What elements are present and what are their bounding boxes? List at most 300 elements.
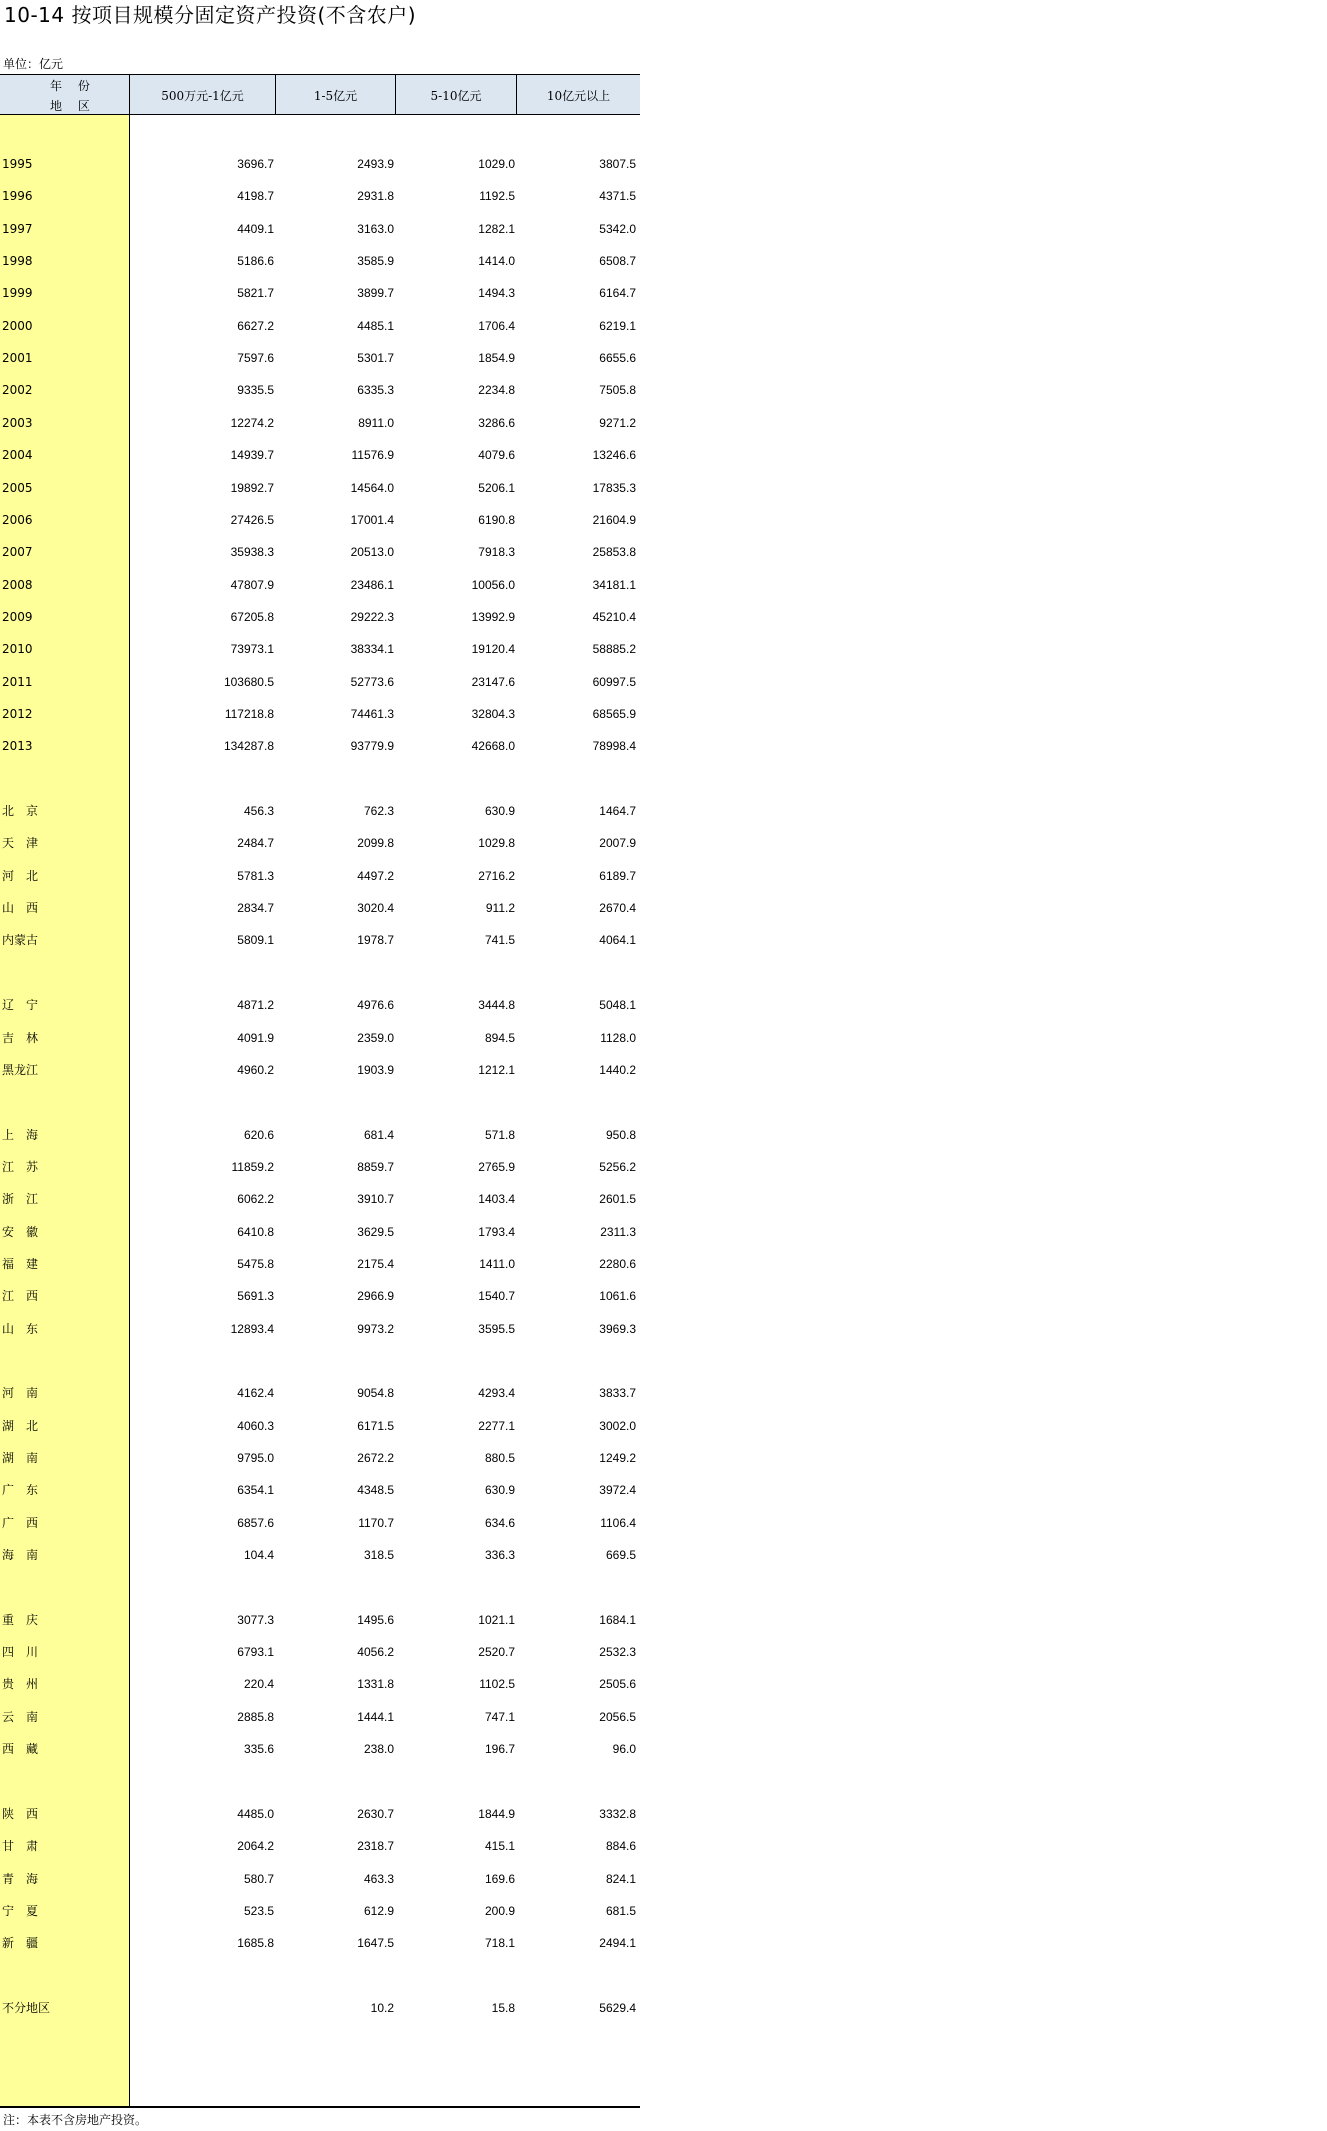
cell-value: 5256.2 (599, 1159, 636, 1174)
table-row (0, 1676, 640, 1692)
cell-value: 1414.0 (478, 254, 515, 268)
cell-value: 200.9 (484, 1903, 515, 1918)
cell-value: 1192.5 (479, 189, 515, 204)
cell-value: 1282.1 (478, 221, 515, 236)
row-label-region: 福 建 (2, 1256, 39, 1271)
row-label-2008: 2008 (2, 577, 33, 592)
cell-value: 4976.6 (357, 998, 394, 1013)
row-label-2006: 2006 (2, 512, 33, 527)
table-row (0, 1871, 640, 1887)
cell-value: 336.3 (484, 1548, 515, 1562)
cell-value: 630.9 (484, 804, 515, 818)
cell-value: 2280.6 (599, 1256, 636, 1271)
cell-value: 52773.6 (350, 674, 394, 689)
cell-value: 5691.3 (237, 1289, 274, 1304)
row-label-2002: 2002 (2, 383, 33, 398)
cell-value: 1540.7 (478, 1289, 515, 1304)
cell-value: 78998.4 (592, 739, 636, 754)
table-row (0, 1288, 640, 1304)
cell-value: 950.8 (605, 1127, 636, 1142)
cell-value: 2056.5 (599, 1709, 636, 1724)
cell-value: 4409.1 (237, 221, 274, 236)
table-row (0, 1547, 640, 1563)
cell-value: 911.2 (485, 901, 515, 916)
cell-value: 741.5 (484, 933, 515, 948)
cell-value: 2175.4 (357, 1256, 394, 1271)
cell-value: 6190.8 (478, 512, 515, 527)
column-header-5-10y: 5-10亿元 (395, 75, 516, 115)
table-row (0, 1224, 640, 1240)
cell-value: 4079.6 (478, 448, 515, 463)
cell-value: 824.1 (605, 1871, 636, 1886)
row-label-region: 青 海 (2, 1871, 39, 1886)
row-label-region: 河 北 (2, 868, 39, 883)
row-label-region: 山 东 (2, 1321, 39, 1336)
table-row (0, 1482, 640, 1498)
cell-value: 17001.4 (350, 512, 394, 527)
cell-value: 4485.0 (237, 1806, 274, 1821)
cell-value: 6655.6 (599, 351, 636, 366)
table-row (0, 1030, 640, 1046)
row-label-2003: 2003 (2, 415, 33, 430)
cell-value: 10.2 (370, 2000, 394, 2015)
cell-value: 5206.1 (478, 480, 515, 495)
cell-value: 8859.7 (357, 1159, 394, 1174)
row-label-region: 湖 南 (2, 1451, 39, 1465)
cell-value: 884.6 (605, 1839, 636, 1854)
row-label-2012: 2012 (2, 707, 33, 721)
table-row (0, 382, 640, 398)
cell-value: 571.8 (484, 1127, 515, 1142)
cell-value: 880.5 (484, 1451, 515, 1465)
cell-value: 14564.0 (350, 480, 394, 495)
cell-value: 12274.2 (230, 415, 274, 430)
row-label-1998: 1998 (2, 254, 33, 268)
cell-value: 5475.8 (237, 1256, 274, 1271)
cell-value: 6627.2 (237, 318, 274, 333)
cell-value: 1464.7 (599, 804, 636, 818)
cell-value: 2716.2 (478, 868, 515, 883)
cell-value: 6189.7 (599, 868, 636, 883)
table-row (0, 512, 640, 528)
row-label-region: 吉 林 (2, 1030, 39, 1045)
table-row (0, 1385, 640, 1401)
table-row (0, 415, 640, 431)
table-row (0, 1935, 640, 1951)
row-label-2001: 2001 (2, 351, 33, 366)
cell-value: 4064.1 (599, 933, 636, 948)
cell-value: 5342.0 (599, 221, 636, 236)
cell-value: 681.4 (363, 1127, 394, 1142)
table-row (0, 868, 640, 884)
cell-value: 2834.7 (237, 901, 274, 916)
cell-value: 3444.8 (478, 998, 515, 1013)
row-label-2004: 2004 (2, 448, 33, 463)
cell-value: 1128.0 (600, 1030, 636, 1045)
cell-value: 634.6 (484, 1515, 515, 1530)
row-label-region: 甘 肃 (2, 1839, 39, 1854)
row-label-region: 山 西 (2, 901, 39, 916)
table-row (0, 674, 640, 690)
table-row (0, 997, 640, 1013)
header-year-label: 年 份 (50, 79, 96, 93)
row-label-2007: 2007 (2, 545, 33, 560)
cell-value: 34181.1 (592, 577, 636, 592)
cell-value: 456.3 (243, 804, 274, 818)
table-row (0, 1418, 640, 1434)
data-table (0, 74, 640, 2107)
cell-value: 2505.6 (599, 1677, 636, 1692)
cell-value: 21604.9 (592, 512, 636, 527)
cell-value: 42668.0 (471, 739, 515, 754)
row-label-region: 江 西 (2, 1289, 39, 1304)
cell-value: 220.4 (243, 1677, 274, 1692)
cell-value: 47807.9 (230, 577, 274, 592)
cell-value: 463.3 (363, 1871, 394, 1886)
row-label-1999: 1999 (2, 286, 33, 301)
row-label-2000: 2000 (2, 318, 33, 333)
row-label-region: 贵 州 (2, 1677, 39, 1692)
cell-value: 2966.9 (357, 1289, 394, 1304)
table-row (0, 1741, 640, 1757)
unit-label: 单位：亿元 (3, 57, 64, 71)
table-row (0, 932, 640, 948)
cell-value: 6335.3 (357, 383, 394, 398)
table-row (0, 1709, 640, 1725)
cell-value: 580.7 (243, 1871, 274, 1886)
cell-value: 9271.2 (599, 415, 636, 430)
table-bottom-rule (0, 2106, 640, 2108)
table-row (0, 1806, 640, 1822)
row-label-region: 西 藏 (2, 1742, 39, 1757)
table-row (0, 1515, 640, 1531)
cell-value: 2520.7 (478, 1645, 515, 1660)
table-row (0, 835, 640, 851)
row-label-region: 湖 北 (2, 1418, 39, 1433)
cell-value: 5629.4 (599, 2000, 636, 2015)
cell-value: 4371.5 (599, 189, 636, 204)
cell-value: 3833.7 (599, 1386, 636, 1401)
cell-value: 60997.5 (592, 674, 636, 689)
cell-value: 15.8 (491, 2000, 515, 2015)
cell-value: 38334.1 (350, 642, 394, 657)
cell-value: 1494.3 (478, 286, 515, 301)
cell-value: 2484.7 (237, 836, 274, 851)
cell-value: 3595.5 (478, 1321, 515, 1336)
table-row (0, 641, 640, 657)
cell-value: 1444.1 (357, 1709, 394, 1724)
cell-value: 3969.3 (599, 1321, 636, 1336)
row-label-unallocated: 不分地区 (2, 2000, 51, 2015)
cell-value: 29222.3 (350, 609, 394, 624)
cell-value: 3629.5 (357, 1224, 394, 1239)
cell-value: 1029.0 (478, 157, 515, 171)
cell-value: 10056.0 (471, 577, 515, 592)
table-row (0, 1062, 640, 1078)
cell-value: 45210.4 (592, 609, 636, 624)
cell-value: 6508.7 (599, 254, 636, 268)
column-header-1-5y: 1-5亿元 (275, 75, 395, 115)
cell-value: 1061.6 (599, 1289, 636, 1304)
cell-value: 669.5 (605, 1548, 636, 1562)
cell-value: 1685.8 (237, 1936, 274, 1951)
row-label-region: 陕 西 (2, 1806, 39, 1821)
cell-value: 2885.8 (237, 1709, 274, 1724)
row-label-region: 北 京 (2, 804, 39, 818)
cell-value: 3899.7 (357, 286, 394, 301)
cell-value: 3286.6 (478, 415, 515, 430)
row-label-1995: 1995 (2, 157, 33, 171)
cell-value: 93779.9 (350, 739, 394, 754)
cell-value: 4960.2 (237, 1062, 274, 1077)
table-row (0, 738, 640, 754)
cell-value: 3696.7 (237, 157, 274, 171)
cell-value: 9054.8 (357, 1386, 394, 1401)
cell-value: 1793.4 (478, 1224, 515, 1239)
cell-value: 17835.3 (592, 480, 636, 495)
table-row (0, 318, 640, 334)
cell-value: 238.0 (363, 1742, 394, 1757)
cell-value: 620.6 (243, 1127, 274, 1142)
cell-value: 1029.8 (478, 836, 515, 851)
cell-value: 134287.8 (223, 739, 274, 754)
cell-value: 1106.4 (600, 1515, 636, 1530)
table-row (0, 1644, 640, 1660)
cell-value: 1684.1 (599, 1612, 636, 1627)
row-label-region: 新 疆 (2, 1936, 39, 1951)
header-region-label: 地 区 (50, 99, 96, 113)
cell-value: 6410.8 (237, 1224, 274, 1239)
cell-value: 3332.8 (599, 1806, 636, 1821)
cell-value: 318.5 (363, 1548, 394, 1562)
cell-value: 3585.9 (357, 254, 394, 268)
cell-value: 27426.5 (230, 512, 274, 527)
cell-value: 2318.7 (357, 1839, 394, 1854)
cell-value: 58885.2 (592, 642, 636, 657)
table-row (0, 447, 640, 463)
cell-value: 1411.0 (479, 1256, 515, 1271)
row-label-region: 重 庆 (2, 1612, 39, 1627)
cell-value: 9795.0 (237, 1451, 274, 1465)
cell-value: 1978.7 (357, 933, 394, 948)
row-label-2009: 2009 (2, 609, 33, 624)
row-label-region: 安 徽 (2, 1224, 39, 1239)
cell-value: 747.1 (484, 1709, 515, 1724)
cell-value: 2931.8 (357, 189, 394, 204)
cell-value: 5048.1 (599, 998, 636, 1013)
table-row (0, 253, 640, 269)
row-label-region: 浙 江 (2, 1192, 39, 1207)
cell-value: 1706.4 (478, 318, 515, 333)
cell-value: 11576.9 (351, 448, 394, 463)
cell-value: 1403.4 (478, 1192, 515, 1207)
row-label-region: 辽 宁 (2, 998, 39, 1013)
cell-value: 1844.9 (478, 1806, 515, 1821)
cell-value: 3972.4 (599, 1483, 636, 1498)
cell-value: 4348.5 (357, 1483, 394, 1498)
cell-value: 7918.3 (478, 545, 515, 560)
cell-value: 96.0 (612, 1742, 636, 1757)
cell-value: 5781.3 (237, 868, 274, 883)
cell-value: 3002.0 (599, 1418, 636, 1433)
header-corner (0, 75, 129, 115)
table-row (0, 900, 640, 916)
footnote: 注：本表不含房地产投资。 (3, 2113, 148, 2127)
cell-value: 11859.2 (231, 1159, 274, 1174)
cell-value: 6062.2 (237, 1192, 274, 1207)
cell-value: 6857.6 (237, 1515, 274, 1530)
cell-value: 13246.6 (592, 448, 636, 463)
cell-value: 2670.4 (599, 901, 636, 916)
cell-value: 4056.2 (357, 1645, 394, 1660)
row-label-region: 广 东 (2, 1483, 39, 1498)
cell-value: 2277.1 (478, 1418, 515, 1433)
table-row (0, 1256, 640, 1272)
row-label-region: 内蒙古 (2, 933, 39, 948)
table-row (0, 350, 640, 366)
cell-value: 19892.7 (230, 480, 274, 495)
table-row (0, 1191, 640, 1207)
cell-value: 1249.2 (599, 1451, 636, 1465)
cell-value: 6164.7 (599, 286, 636, 301)
cell-value: 9973.2 (357, 1321, 394, 1336)
cell-value: 4497.2 (357, 868, 394, 883)
cell-value: 3163.0 (357, 221, 394, 236)
row-label-region: 天 津 (2, 836, 39, 851)
cell-value: 7505.8 (599, 383, 636, 398)
table-row (0, 480, 640, 496)
cell-value: 762.3 (363, 804, 394, 818)
cell-value: 6354.1 (237, 1483, 274, 1498)
table-row (0, 609, 640, 625)
cell-value: 2234.8 (478, 383, 515, 398)
column-header-500w-1y: 500万元-1亿元 (129, 75, 275, 115)
cell-value: 117218.8 (224, 707, 274, 721)
cell-value: 4485.1 (357, 318, 394, 333)
table-row (0, 156, 640, 172)
cell-value: 1495.6 (357, 1612, 394, 1627)
cell-value: 32804.3 (471, 707, 515, 721)
cell-value: 25853.8 (592, 545, 636, 560)
column-header-10y-plus: 10亿元以上 (516, 75, 640, 115)
cell-value: 681.5 (605, 1903, 636, 1918)
cell-value: 3077.3 (237, 1612, 274, 1627)
cell-value: 4198.7 (237, 189, 274, 204)
cell-value: 5809.1 (237, 933, 274, 948)
cell-value: 2064.2 (237, 1839, 274, 1854)
row-label-region: 广 西 (2, 1515, 39, 1530)
table-row (0, 1612, 640, 1628)
table-row (0, 1838, 640, 1854)
cell-value: 2007.9 (599, 836, 636, 851)
cell-value: 8911.0 (358, 415, 394, 430)
cell-value: 1021.1 (478, 1612, 515, 1627)
table-row (0, 1159, 640, 1175)
cell-value: 5186.6 (237, 254, 274, 268)
table-row (0, 1450, 640, 1466)
cell-value: 5821.7 (237, 286, 274, 301)
cell-value: 23486.1 (350, 577, 394, 592)
cell-value: 12893.4 (230, 1321, 274, 1336)
cell-value: 73973.1 (230, 642, 274, 657)
row-label-2010: 2010 (2, 642, 33, 657)
cell-value: 2099.8 (357, 836, 394, 851)
cell-value: 35938.3 (230, 545, 274, 560)
cell-value: 169.6 (484, 1871, 515, 1886)
cell-value: 4871.2 (237, 998, 274, 1013)
cell-value: 4060.3 (237, 1418, 274, 1433)
cell-value: 2359.0 (357, 1030, 394, 1045)
cell-value: 2672.2 (357, 1451, 394, 1465)
cell-value: 1854.9 (478, 351, 515, 366)
cell-value: 196.7 (484, 1742, 515, 1757)
cell-value: 2601.5 (599, 1192, 636, 1207)
cell-value: 1903.9 (357, 1062, 394, 1077)
row-label-region: 江 苏 (2, 1159, 39, 1174)
cell-value: 9335.5 (237, 383, 274, 398)
cell-value: 1440.2 (599, 1062, 636, 1077)
cell-value: 5301.7 (357, 351, 394, 366)
cell-value: 1102.5 (479, 1677, 515, 1692)
cell-value: 4293.4 (478, 1386, 515, 1401)
table-row (0, 577, 640, 593)
cell-value: 103680.5 (223, 674, 274, 689)
cell-value: 2493.9 (357, 157, 394, 171)
row-label-region: 宁 夏 (2, 1903, 39, 1918)
cell-value: 13992.9 (471, 609, 515, 624)
cell-value: 23147.6 (471, 674, 515, 689)
cell-value: 3910.7 (357, 1192, 394, 1207)
cell-value: 2494.1 (599, 1936, 636, 1951)
cell-value: 74461.3 (350, 707, 394, 721)
row-label-1997: 1997 (2, 221, 33, 236)
cell-value: 718.1 (484, 1936, 515, 1951)
cell-value: 20513.0 (350, 545, 394, 560)
cell-value: 68565.9 (592, 707, 636, 721)
cell-value: 2311.3 (600, 1224, 636, 1239)
cell-value: 6219.1 (599, 318, 636, 333)
cell-value: 6171.5 (357, 1418, 394, 1433)
row-label-column (0, 74, 130, 2107)
cell-value: 67205.8 (230, 609, 274, 624)
cell-value: 104.4 (243, 1548, 274, 1562)
cell-value: 4162.4 (237, 1386, 274, 1401)
row-label-region: 四 川 (2, 1645, 39, 1660)
row-label-2011: 2011 (2, 674, 33, 689)
row-label-region: 上 海 (2, 1127, 39, 1142)
row-label-region: 河 南 (2, 1386, 39, 1401)
table-row (0, 803, 640, 819)
table-row (0, 1903, 640, 1919)
table-row (0, 544, 640, 560)
cell-value: 3020.4 (357, 901, 394, 916)
cell-value: 1170.7 (358, 1515, 394, 1530)
cell-value: 612.9 (363, 1903, 394, 1918)
table-row (0, 2000, 640, 2016)
table-row (0, 1321, 640, 1337)
cell-value: 7597.6 (237, 351, 274, 366)
row-label-region: 海 南 (2, 1548, 39, 1562)
row-label-2013: 2013 (2, 739, 33, 754)
table-row (0, 285, 640, 301)
table-header (0, 74, 640, 115)
cell-value: 415.1 (484, 1839, 515, 1854)
cell-value: 19120.4 (471, 642, 515, 657)
cell-value: 1331.8 (357, 1677, 394, 1692)
cell-value: 4091.9 (237, 1030, 274, 1045)
table-row (0, 188, 640, 204)
row-label-1996: 1996 (2, 189, 33, 204)
